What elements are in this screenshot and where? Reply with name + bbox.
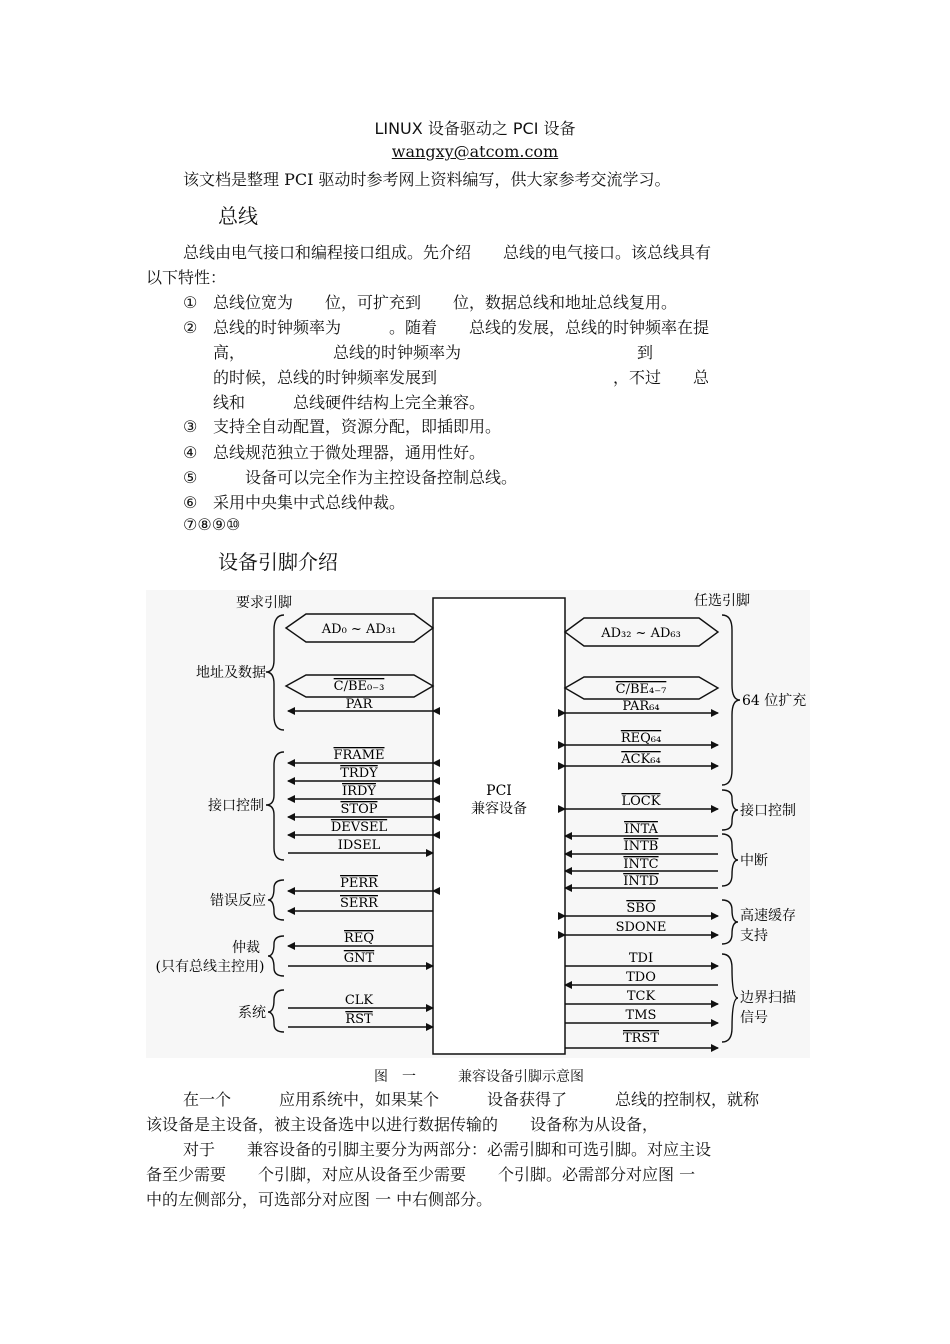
list-item: ④ 总线规范独立于微处理器，通用性好。 [183, 443, 486, 462]
group-64bit: 64 位扩充 [742, 693, 807, 709]
figure-caption: 图 一 兼容设备引脚示意图 [374, 1069, 584, 1085]
group-system: 系统 [238, 1005, 266, 1021]
signal-tdi: TDI [628, 951, 654, 966]
signal-ack64: ACK₆₄ [621, 752, 661, 767]
device-box [433, 598, 565, 1054]
signal-cbe-low: C/BE₀₋₃ [333, 679, 385, 694]
paragraph-line: 以下特性： [146, 268, 227, 287]
signal-ad-high: AD₃₂ ~ AD₆₃ [601, 626, 681, 641]
section-heading-pins: 设备引脚介绍 [218, 550, 338, 574]
signal-serr: SERR [340, 896, 378, 911]
section-heading-bus: 总线 [218, 204, 258, 228]
list-item: ⑥ 采用中央集中式总线仲裁。 [183, 493, 406, 512]
group-arbitration: 仲裁 [232, 940, 260, 956]
group-boundary-scan: 边界扫描 [740, 990, 796, 1006]
paragraph-line: 中的左侧部分，可选部分对应图 一 中右侧部分。 [146, 1190, 493, 1209]
signal-frame: FRAME [333, 748, 385, 763]
signal-tdo: TDO [626, 970, 656, 985]
signal-tck: TCK [626, 989, 656, 1004]
paragraph-line: 该设备是主设备，被主设备选中以进行数据传输的 设备称为从设备， [146, 1115, 659, 1134]
signal-idsel: IDSEL [337, 838, 381, 853]
group-arbitration-note: (只有总线主控用) [155, 959, 265, 975]
paragraph-line: 总线由电气接口和编程接口组成。先介绍 总线的电气接口。该总线具有 [183, 243, 712, 262]
signal-ad-low: AD₀ ~ AD₃₁ [321, 622, 397, 637]
intro-text: 该文档是整理 PCI 驱动时参考网上资料编写，供大家参考交流学习。 [183, 170, 671, 189]
group-address-data: 地址及数据 [196, 665, 266, 681]
header-optional: 任选引脚 [694, 593, 750, 609]
signal-intb: INTB [623, 839, 659, 854]
device-label-2: 兼容设备 [471, 801, 527, 817]
device-label-1: PCI [486, 783, 512, 799]
signal-trdy: TRDY [340, 766, 378, 781]
signal-req: REQ [344, 931, 374, 946]
signal-clk: CLK [344, 993, 374, 1008]
signal-gnt: GNT [343, 951, 375, 966]
group-cache: 高速缓存 [740, 908, 796, 924]
signal-req64: REQ₆₄ [620, 731, 662, 746]
signal-irdy: IRDY [342, 784, 376, 799]
signal-stop: STOP [340, 802, 378, 817]
signal-sbo: SBO [626, 901, 656, 916]
list-item-numbers: ⑦⑧⑨⑩ [183, 515, 241, 534]
group-interface-control: 接口控制 [208, 798, 264, 814]
paragraph-line: 备至少需要 个引脚，对应从设备至少需要 个引脚。必需部分对应图 一 [146, 1165, 696, 1184]
group-interrupt: 中断 [740, 853, 768, 869]
group-cache-2: 支持 [740, 928, 768, 944]
list-item: ③ 支持全自动配置，资源分配，即插即用。 [183, 417, 502, 436]
pci-pin-diagram [146, 590, 810, 1058]
paragraph-line: 对于 兼容设备的引脚主要分为两部分：必需引脚和可选引脚。对应主设 [183, 1140, 712, 1159]
list-item: ① 总线位宽为 位，可扩充到 位，数据总线和地址总线复用。 [183, 293, 678, 312]
list-item: ② 总线的时钟频率为 。随着 总线的发展，总线的时钟频率在提 [183, 318, 710, 337]
email-link[interactable]: wangxy@atcom.com [391, 142, 559, 161]
signal-intd: INTD [623, 874, 659, 889]
group-error: 错误反应 [210, 893, 266, 909]
signal-tms: TMS [625, 1008, 657, 1023]
signal-intc: INTC [623, 857, 659, 872]
signal-lock: LOCK [621, 794, 661, 809]
signal-devsel: DEVSEL [330, 820, 388, 835]
list-item: ⑤ 设备可以完全作为主控设备控制总线。 [183, 468, 518, 487]
list-item-continuation: 线和 总线硬件结构上完全兼容。 [213, 393, 486, 412]
list-item-continuation: 高， 总线的时钟频率为 到 [213, 343, 654, 362]
header-required: 要求引脚 [236, 595, 292, 611]
list-item-continuation: 的时候，总线的时钟频率发展到 ，不过 总 [213, 368, 710, 387]
group-boundary-scan-2: 信号 [740, 1010, 768, 1026]
signal-par: PAR [345, 697, 373, 712]
signal-par64: PAR₆₄ [622, 699, 660, 714]
signal-inta: INTA [624, 822, 658, 837]
signal-cbe-high: C/BE₄₋₇ [615, 682, 667, 697]
signal-rst: RST [345, 1012, 373, 1027]
group-interface-control-right: 接口控制 [740, 803, 796, 819]
page-title: LINUX 设备驱动之 PCI 设备 [374, 119, 576, 138]
signal-trst: TRST [622, 1031, 660, 1046]
signal-perr: PERR [340, 876, 378, 891]
paragraph-line: 在一个 应用系统中，如果某个 设备获得了 总线的控制权，就称 [183, 1090, 760, 1109]
signal-sdone: SDONE [615, 920, 667, 935]
